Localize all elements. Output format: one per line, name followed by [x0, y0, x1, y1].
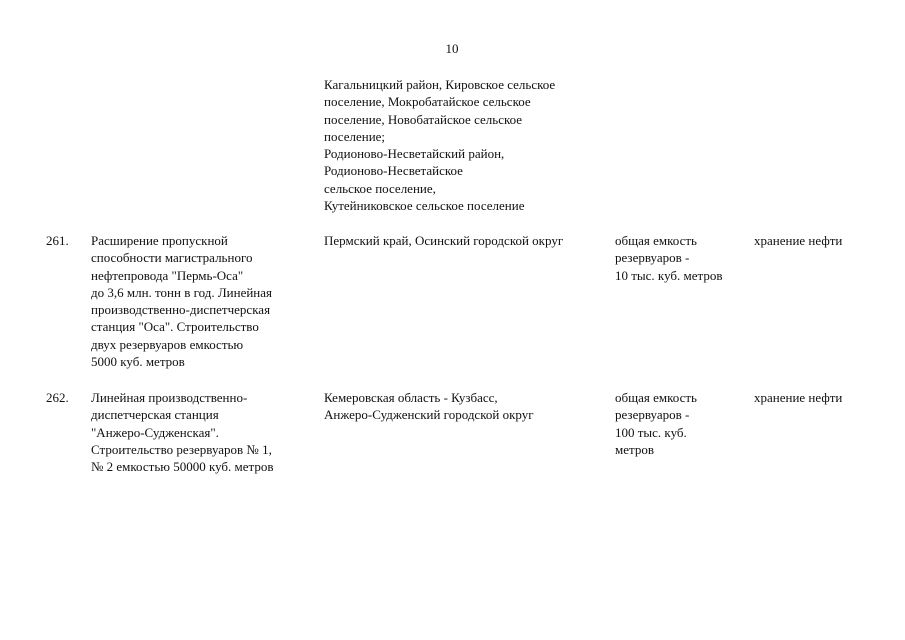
row-number: 262. [46, 390, 69, 405]
page-number: 10 [445, 41, 459, 56]
row-number: 261. [46, 233, 69, 248]
continued-location-text: Кагальницкий район, Кировское сельское поселение, Мокробатайское сельское поселение, Новобатайское сельское поселение; Родионово-Несветайский район, Родионово-Несветайское сельское поселение, Кутейниковское сельское поселение [324, 77, 556, 214]
object-location: Пермский край, Осинский городской округ [324, 233, 564, 248]
object-capacity: общая емкость резервуаров - 100 тыс. куб. метров [615, 390, 697, 457]
object-capacity: общая емкость резервуаров - 10 тыс. куб. метров [615, 233, 723, 283]
object-location: Кемеровская область - Кузбасс, Анжеро-Судженский городской округ [324, 390, 534, 423]
object-name: Расширение пропускной способности магистрального нефтепровода "Пермь-Оса" до 3,6 млн. тонн в год. Линейная производственно-диспетчерская станция "Оса". Строительство двух резервуаров емкостью 5000 куб. метров [91, 233, 273, 370]
object-purpose: хранение нефти [754, 233, 843, 248]
object-purpose: хранение нефти [754, 390, 843, 405]
object-name: Линейная производственно- диспетчерская станция "Анжеро-Судженская". Строительство резервуаров № 1, № 2 емкостью 50000 куб. метров [91, 390, 274, 475]
